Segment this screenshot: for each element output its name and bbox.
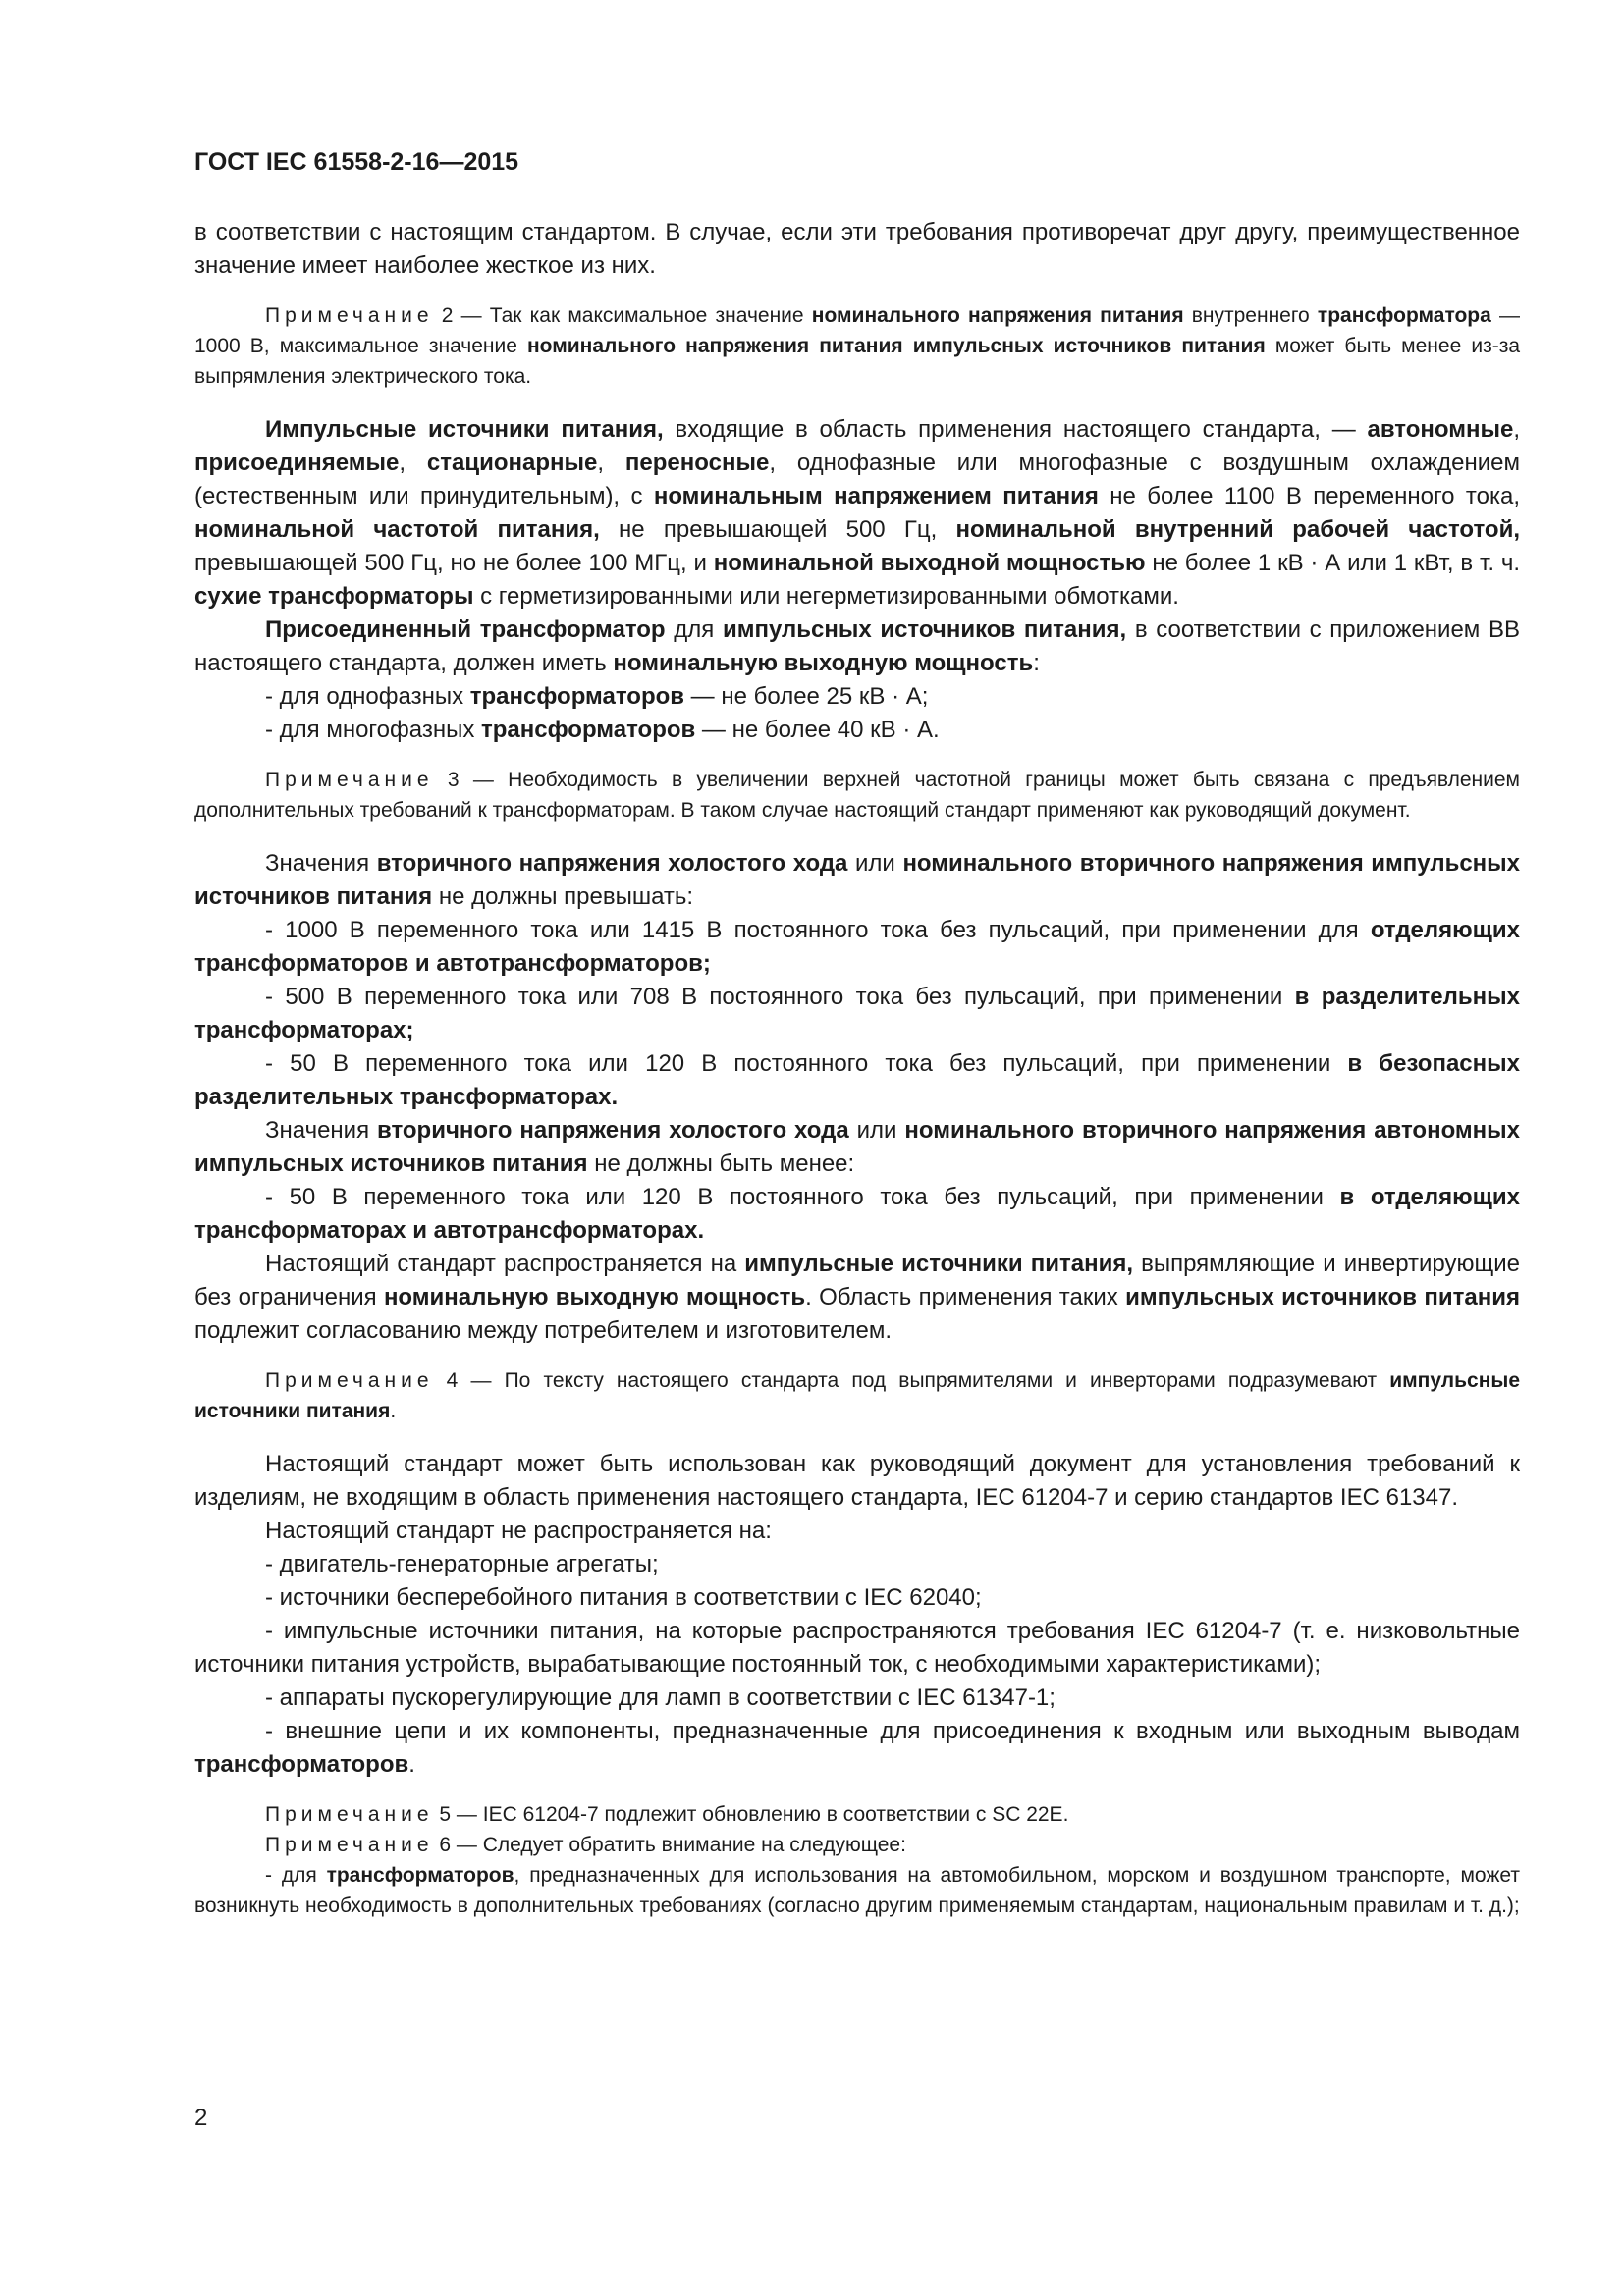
note-paragraph — [194, 300, 1520, 392]
note-paragraph — [194, 1365, 1520, 1426]
spacer — [194, 283, 1520, 300]
bold-term: номинального вторичного напряжения импульсных источников питания — [194, 850, 1521, 910]
body-paragraph — [194, 981, 1520, 1047]
text-run: - 50 В переменного тока или 120 В постоянного тока без пульсаций, при применении — [265, 1050, 1348, 1077]
text-run: — 1000 В, максимальное значение — [194, 304, 1520, 357]
bold-term: импульсные источники питания, — [744, 1251, 1133, 1277]
bold-term: номинальной выходной мощностью — [713, 550, 1146, 576]
document-page — [194, 147, 1520, 1921]
text-run: , — [1513, 416, 1520, 443]
text-run: может быть менее из-за выпрямления электрического тока. — [194, 335, 1520, 388]
text-run: с герметизированными или негерметизированными обмотками. — [473, 583, 1179, 610]
note-label: Примечание — [265, 1369, 434, 1392]
spacer — [194, 747, 1520, 765]
bold-term: импульсные источники питания — [194, 1369, 1520, 1422]
text-run: - 500 В переменного тока или 708 В постоянного тока без пульсаций, при применении — [265, 984, 1295, 1010]
note-paragraph — [194, 1799, 1520, 1830]
text-run: , — [399, 450, 427, 476]
text-run: , однофазные или многофазные с воздушным охлаждением (естественным или принудительным), с — [194, 450, 1521, 509]
text-run: . — [408, 1751, 415, 1778]
text-run: — не более 25 кВ · А; — [684, 683, 929, 710]
bold-term: стационарные — [426, 450, 598, 476]
text-run: не должны превышать: — [432, 883, 694, 910]
text-run: , — [597, 450, 625, 476]
text-run: выпрямляющие и инвертирующие без ограничения — [194, 1251, 1520, 1310]
page-number: 2 — [194, 2105, 208, 2131]
text-run: входящие в область применения настоящего стандарта, — — [663, 416, 1368, 443]
document-body — [194, 216, 1520, 1921]
document-header: ГОСТ IEC 61558-2-16—2015 — [194, 148, 519, 176]
text-run: подлежит согласованию между потребителем и изготовителем. — [194, 1317, 893, 1344]
bold-term: импульсных источников питания — [1125, 1284, 1520, 1310]
body-paragraph — [194, 1715, 1520, 1782]
bold-term: в отделяющих трансформаторах и автотрансформаторах. — [194, 1184, 1521, 1244]
text-run: не должны быть менее: — [587, 1150, 855, 1177]
bold-term: трансформаторов — [481, 717, 696, 743]
spacer — [194, 1348, 1520, 1365]
bold-term: трансформаторов — [469, 683, 685, 710]
bold-term: присоединяемые — [194, 450, 400, 476]
note-label: Примечание — [265, 1803, 434, 1826]
bold-term: Импульсные источники питания, — [265, 416, 664, 443]
text-run: или — [848, 1117, 905, 1144]
bold-term: номинального напряжения питания — [811, 304, 1184, 327]
bold-term: номинальным напряжением питания — [653, 483, 1099, 509]
text-run: - для многофазных — [265, 717, 482, 743]
body-paragraph — [194, 714, 1520, 747]
text-run: Значения — [265, 850, 377, 877]
body-paragraph — [194, 1248, 1520, 1348]
text-run: в соответствии с настоящим стандартом. В случае, если эти требования противоречат друг другу, преимущественное значение имеет наиболее жесткое из них. — [194, 219, 1520, 279]
body-paragraph — [194, 614, 1520, 680]
spacer — [194, 1782, 1520, 1799]
bold-term: переносные — [624, 450, 770, 476]
text-run: - импульсные источники питания, на которые распространяются требования IEC 61204-7 (т. е. низковольтные источники питания устройств, вырабатывающие постоянный ток, с необходимыми характеристиками); — [194, 1618, 1520, 1678]
text-run: - для однофазных — [265, 683, 470, 710]
text-run: 2 — Так как максимальное значение — [433, 304, 812, 327]
text-run: - 1000 В переменного тока или 1415 В постоянного тока без пульсаций, при применении для — [265, 917, 1371, 943]
body-paragraph — [194, 1515, 1520, 1548]
bold-term: автономные — [1367, 416, 1514, 443]
text-run: для — [665, 616, 723, 643]
bold-term: трансформаторов — [194, 1751, 409, 1778]
text-run: Настоящий стандарт не распространяется на: — [265, 1518, 772, 1544]
text-run: - аппараты пускорегулирующие для ламп в соответствии с IEC 61347-1; — [265, 1684, 1056, 1711]
body-paragraph — [194, 1548, 1520, 1581]
text-run: Значения — [265, 1117, 378, 1144]
bold-term: в безопасных разделительных трансформаторах. — [194, 1050, 1520, 1110]
text-run: Настоящий стандарт может быть использован как руководящий документ для установления требований к изделиям, не входящим в область применения настоящего стандарта, IEC 61204-7 и серию стандартов IEC 61347. — [194, 1451, 1520, 1511]
text-run: , предназначенных для использования на автомобильном, морском и воздушном транспорте, может возникнуть необходимость в дополнительных требованиях (согласно другим применяемым стандартам, национальным правилам и т. д.); — [194, 1864, 1520, 1917]
bold-term: номинальной внутренний рабочей частотой, — [955, 516, 1520, 543]
text-run: не превышающей 500 Гц, — [599, 516, 956, 543]
bold-term: Присоединенный трансформатор — [265, 616, 666, 643]
bold-term: сухие трансформаторы — [194, 583, 474, 610]
body-paragraph — [194, 1448, 1520, 1515]
bold-term: номинальной частотой питания, — [194, 516, 600, 543]
body-paragraph — [194, 680, 1520, 714]
text-run: 3 — Необходимость в увеличении верхней частотной границы может быть связана с предъявлением дополнительных требований к трансформаторам. В таком случае настоящий стандарт применяют как руководящий документ. — [194, 769, 1520, 822]
note-label: Примечание — [265, 1834, 434, 1856]
text-run: или — [847, 850, 903, 877]
body-paragraph — [194, 216, 1520, 283]
spacer — [194, 1426, 1520, 1448]
spacer — [194, 826, 1520, 847]
text-run: - 50 В переменного тока или 120 В постоянного тока без пульсаций, при применении — [265, 1184, 1340, 1210]
text-run: превышающей 500 Гц, но не более 100 МГц, и — [194, 550, 714, 576]
body-paragraph — [194, 1682, 1520, 1715]
text-run: : — [1033, 650, 1040, 676]
text-run: - двигатель-генераторные агрегаты; — [265, 1551, 659, 1577]
bold-term: номинального напряжения питания импульсных источников питания — [527, 335, 1266, 357]
body-paragraph — [194, 1581, 1520, 1615]
text-run: — не более 40 кВ · А. — [695, 717, 940, 743]
bold-term: номинальную выходную мощность — [383, 1284, 806, 1310]
bold-term: импульсных источников питания, — [722, 616, 1127, 643]
text-run: не более 1100 В переменного тока, — [1098, 483, 1521, 509]
body-paragraph — [194, 1615, 1520, 1682]
text-run: 6 — Следует обратить внимание на следующее: — [433, 1834, 906, 1856]
body-paragraph — [194, 1181, 1520, 1248]
text-run: 4 — По тексту настоящего стандарта под выпрямителями и инверторами подразумевают — [433, 1369, 1390, 1392]
bold-term: в разделительных трансформаторах; — [194, 984, 1520, 1043]
note-paragraph — [194, 1860, 1520, 1921]
body-paragraph — [194, 847, 1520, 914]
text-run: в соответствии с приложением ВВ настоящего стандарта, должен иметь — [194, 616, 1520, 676]
bold-term: вторичного напряжения холостого хода — [376, 850, 848, 877]
text-run: внутреннего — [1183, 304, 1318, 327]
bold-term: трансформатора — [1317, 304, 1491, 327]
text-run: . — [390, 1400, 397, 1422]
note-label: Примечание — [265, 769, 434, 791]
body-paragraph — [194, 413, 1520, 614]
text-run: Настоящий стандарт распространяется на — [265, 1251, 745, 1277]
bold-term: отделяющих трансформаторов и автотрансформаторов; — [194, 917, 1520, 977]
bold-term: трансформаторов — [326, 1864, 514, 1887]
note-label: Примечание — [265, 304, 434, 327]
text-run: . Область применения таких — [805, 1284, 1126, 1310]
bold-term: номинального вторичного напряжения автономных импульсных источников питания — [194, 1117, 1521, 1177]
bold-term: номинальную выходную мощность — [613, 650, 1034, 676]
text-run: - внешние цепи и их компоненты, предназначенные для присоединения к входным или выходным выводам — [265, 1718, 1520, 1744]
text-run: 5 — IEC 61204-7 подлежит обновлению в соответствии с SC 22E. — [433, 1803, 1069, 1826]
body-paragraph — [194, 1114, 1520, 1181]
body-paragraph — [194, 914, 1520, 981]
spacer — [194, 392, 1520, 413]
text-run: не более 1 кВ · А или 1 кВт, в т. ч. — [1145, 550, 1520, 576]
body-paragraph — [194, 1047, 1520, 1114]
note-paragraph — [194, 765, 1520, 826]
text-run: - источники бесперебойного питания в соответствии с IEC 62040; — [265, 1584, 982, 1611]
bold-term: вторичного напряжения холостого хода — [377, 1117, 849, 1144]
text-run: - для — [265, 1864, 327, 1887]
note-paragraph — [194, 1830, 1520, 1860]
